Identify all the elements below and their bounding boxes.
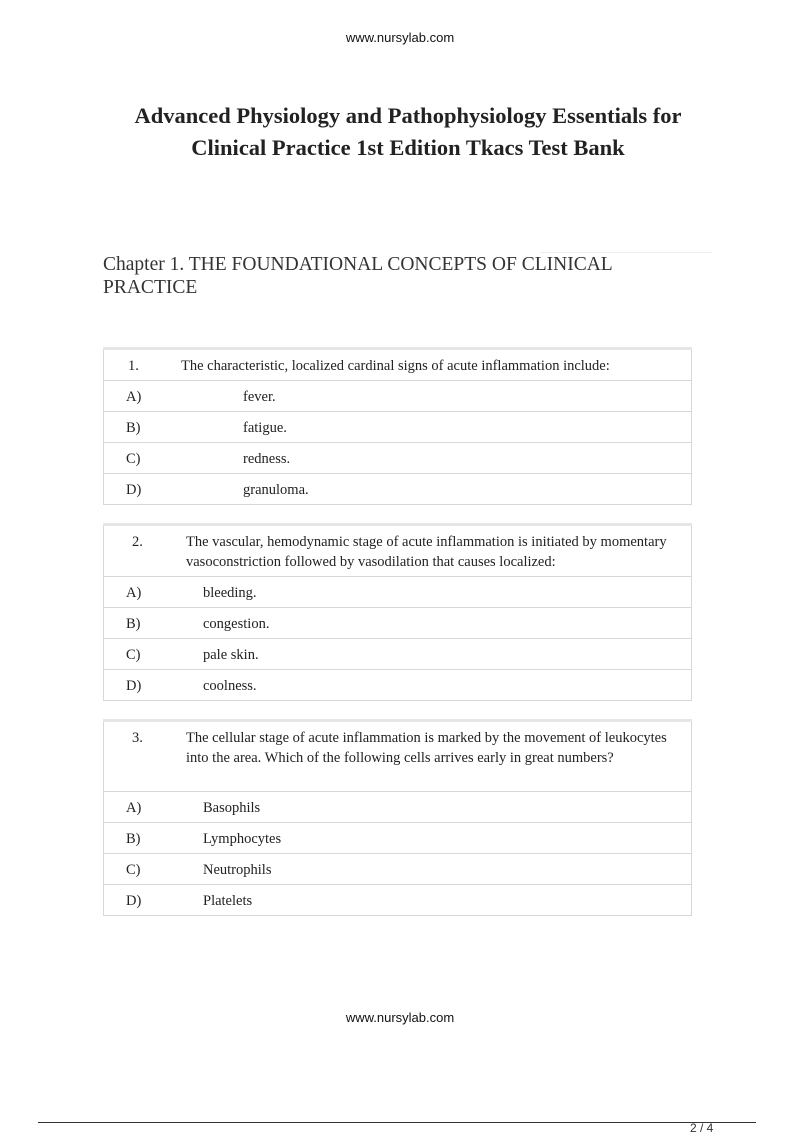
option-text: fever. [243,389,276,405]
chapter-heading-line-2: PRACTICE [103,277,198,298]
option-text: Lymphocytes [203,831,282,847]
option-letter: A) [126,389,142,405]
option-letter: C) [126,647,141,663]
option-row[interactable] [104,792,692,823]
option-text: coolness. [203,678,257,694]
question-text: The characteristic, localized cardinal signs of acute inflammation include: [181,358,610,374]
option-row[interactable] [104,443,692,474]
question-text: The vascular, hemodynamic stage of acute inflammation is initiated by momentary vasoconstriction followed by vasodilation that causes localized: [186,534,667,570]
footer-site-url[interactable]: www.nursylab.com [345,1010,455,1025]
question-cell [104,721,692,792]
question-row [104,525,692,577]
option-row[interactable] [104,577,692,608]
question-text: The cellular stage of acute inflammation is marked by the movement of leukocytes into the area. Which of the following cells arrives early in great numbers? [186,730,667,766]
option-letter: B) [126,616,141,632]
option-letter: D) [126,482,142,498]
header-site-url[interactable]: www.nursylab.com [345,30,455,45]
option-row[interactable] [104,670,692,701]
question-row [104,349,692,381]
document-title-line-1: Advanced Physiology and Pathophysiology Essentials for [134,103,682,128]
option-row[interactable] [104,412,692,443]
option-letter: B) [126,420,141,436]
option-row[interactable] [104,823,692,854]
option-text: granuloma. [243,482,309,498]
option-letter: B) [126,831,141,847]
option-letter: A) [126,585,142,601]
chapter-heading [103,253,703,299]
question-2-table [103,523,692,701]
option-row[interactable] [104,381,692,412]
question-cell [104,349,692,381]
option-text: Basophils [203,800,261,816]
question-number: 2. [132,534,143,550]
option-text: Platelets [203,893,253,909]
option-row[interactable] [104,474,692,505]
question-number: 3. [132,730,143,746]
question-3-table [103,719,692,916]
option-text: redness. [243,451,291,467]
footer-divider [38,1122,756,1123]
option-text: Neutrophils [203,862,272,878]
option-letter: D) [126,678,142,694]
document-title [100,100,716,164]
option-row[interactable] [104,885,692,916]
option-text: fatigue. [243,420,287,436]
option-letter: C) [126,451,141,467]
option-text: congestion. [203,616,270,632]
page-number: 2 / 4 [690,1121,714,1135]
option-row[interactable] [104,608,692,639]
option-letter: A) [126,800,142,816]
document-title-line-2: Clinical Practice 1st Edition Tkacs Test Bank [191,135,625,160]
question-row [104,721,692,792]
option-row[interactable] [104,639,692,670]
question-number: 1. [128,358,139,374]
option-text: pale skin. [203,647,259,663]
option-letter: D) [126,893,142,909]
question-1-table [103,347,692,505]
chapter-heading-line-1: Chapter 1. THE FOUNDATIONAL CONCEPTS OF CLINICAL [103,254,613,275]
option-letter: C) [126,862,141,878]
option-text: bleeding. [203,585,257,601]
question-cell [104,525,692,577]
option-row[interactable] [104,854,692,885]
